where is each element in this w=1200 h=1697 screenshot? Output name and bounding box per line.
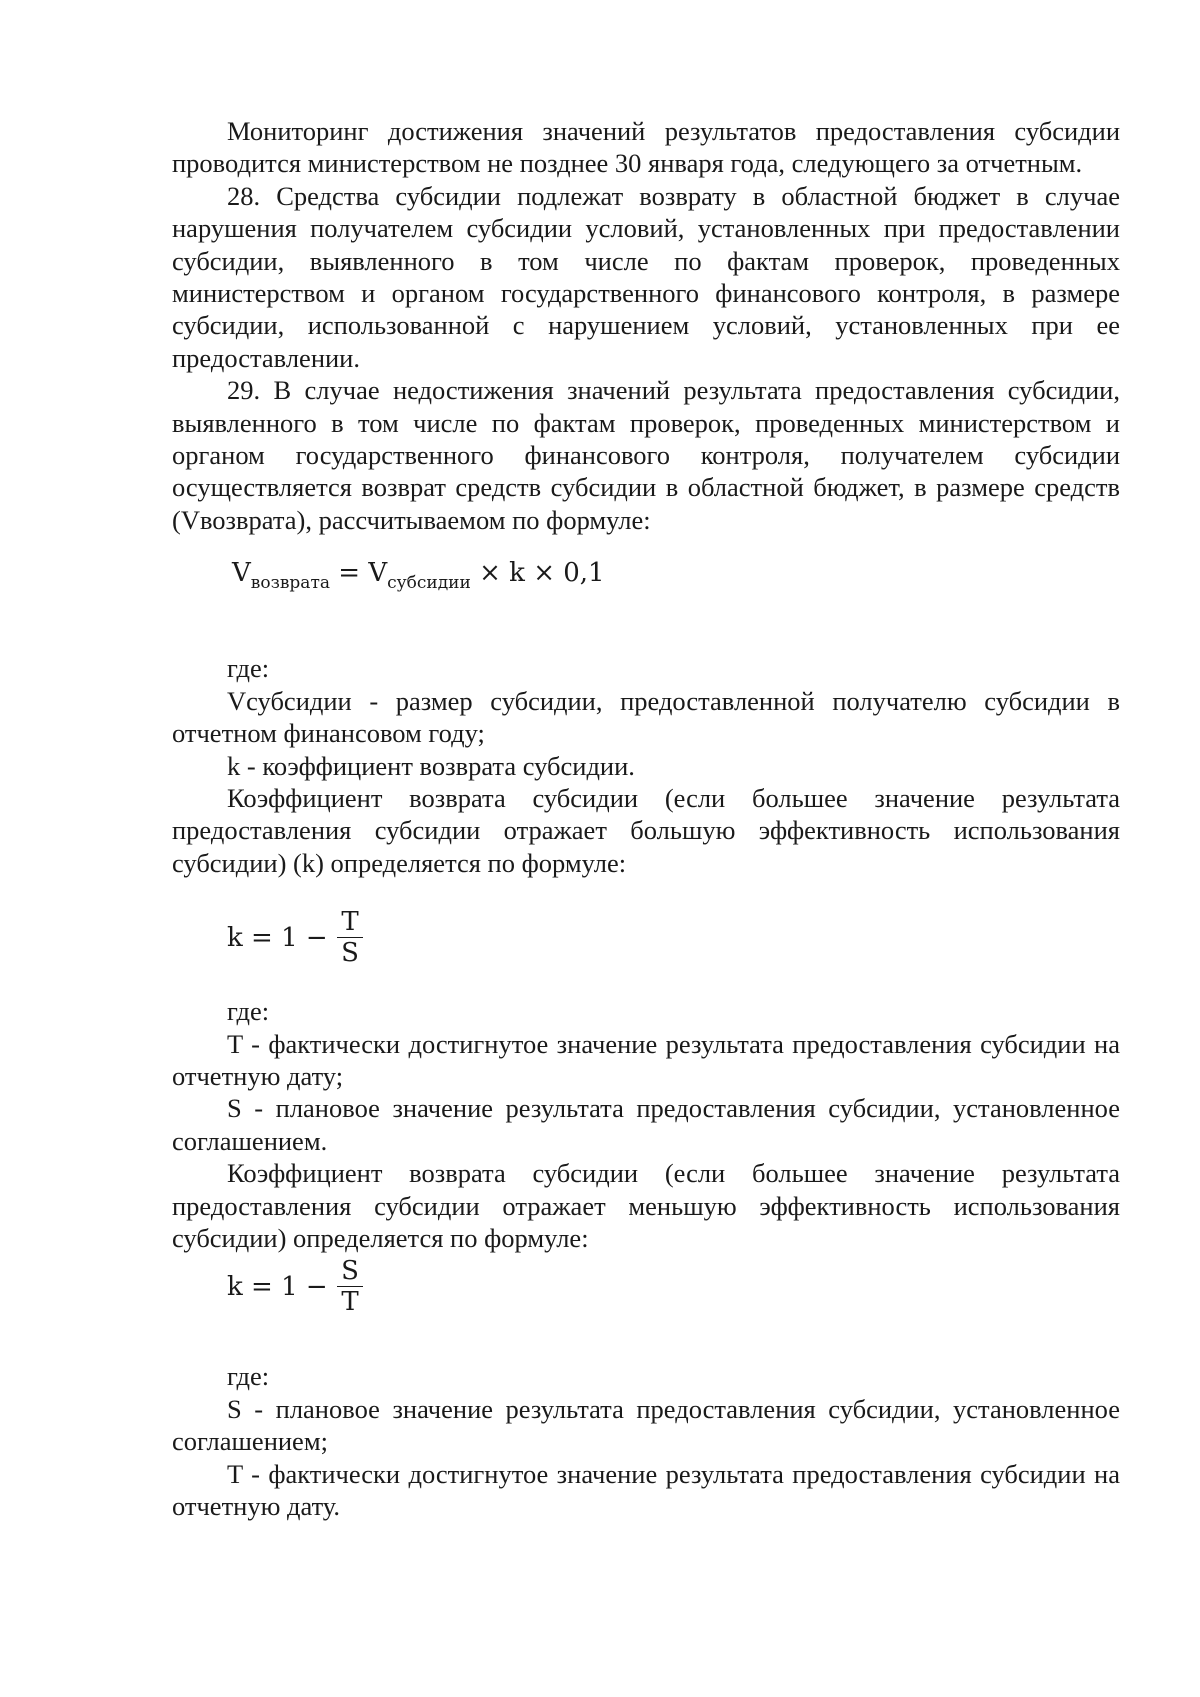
definition-s-1: S - плановое значение результата предоставления субсидии, установленное соглашением. — [172, 1093, 1120, 1156]
paragraph-coefficient-greater-efficiency: Коэффициент возврата субсидии (если большее значение результата предоставления субсидии отражает большую эффективность использования субсидии) (k) определяется по формуле: — [172, 782, 1120, 878]
paragraph-coefficient-lesser-efficiency: Коэффициент возврата субсидии (если большее значение результата предоставления субсидии отражает меньшую эффективность использования субсидии) определяется по формуле: — [172, 1158, 1120, 1253]
formula-rhs-symbol: V — [368, 558, 388, 589]
definition-k: k - коэффициент возврата субсидии. — [227, 750, 635, 781]
definition-t-1: T - фактически достигнутое значение результата предоставления субсидии на отчетную дату; — [172, 1028, 1120, 1091]
formula-lhs-subscript: возврата — [250, 573, 330, 594]
formula-lhs-symbol: V — [232, 558, 251, 589]
where-label-2: где: — [227, 996, 270, 1027]
formula-k2-numerator: S — [341, 1256, 359, 1287]
formula-k2-denominator: T — [337, 1286, 363, 1317]
where-label-1: где: — [227, 653, 270, 684]
formula-return-amount — [172, 536, 1120, 652]
formula-k-1 — [172, 879, 1120, 995]
formula-k1-numerator: T — [341, 907, 359, 938]
paragraph-29: 29. В случае недостижения значений результата предоставления субсидии, выявленного в том числе по фактам проверок, проведенных министерством и органом государственного финансового контроля, получателем субсидии осуществляется возврат средств субсидии в областной бюджет, в размере средств (Vвозврата), рассчитываемом по формуле: — [172, 375, 1120, 535]
document-page — [172, 115, 1120, 1522]
definition-t-2: T - фактически достигнутое значение результата предоставления субсидии на отчетную дату. — [172, 1458, 1120, 1521]
formula-rhs-rest: × k × 0,1 — [479, 558, 605, 589]
formula-k-2 — [172, 1254, 1120, 1360]
formula-rhs-subscript: субсидии — [387, 573, 471, 594]
definition-v-subsidy: Vсубсидии - размер субсидии, предоставленной получателю субсидии в отчетном финансовом году; — [172, 685, 1120, 749]
paragraph-monitoring: Мониторинг достижения значений результатов предоставления субсидии проводится министерством не позднее 30 января года, следующего за отчетным. — [172, 116, 1120, 179]
formula-k2-fraction — [337, 1256, 363, 1317]
where-label-3: где: — [227, 1361, 270, 1392]
formula-k1-denominator: S — [337, 937, 363, 968]
formula-equals: = — [338, 558, 361, 589]
paragraph-28: 28. Средства субсидии подлежат возврату в областной бюджет в случае нарушения получателем субсидии условий, установленных при предоставлении субсидии, выявленного в том числе по фактам проверок, проведенных министерством и органом государственного финансового контроля, в размере субсидии, использованной с нарушением условий, установленных при ее предоставлении. — [172, 180, 1120, 373]
formula-k1-lhs: k = 1 − — [227, 923, 328, 954]
definition-s-2: S - плановое значение результата предоставления субсидии, установленное соглашением; — [172, 1393, 1120, 1457]
formula-k1-fraction — [337, 907, 363, 968]
formula-k2-lhs: k = 1 − — [227, 1272, 328, 1303]
